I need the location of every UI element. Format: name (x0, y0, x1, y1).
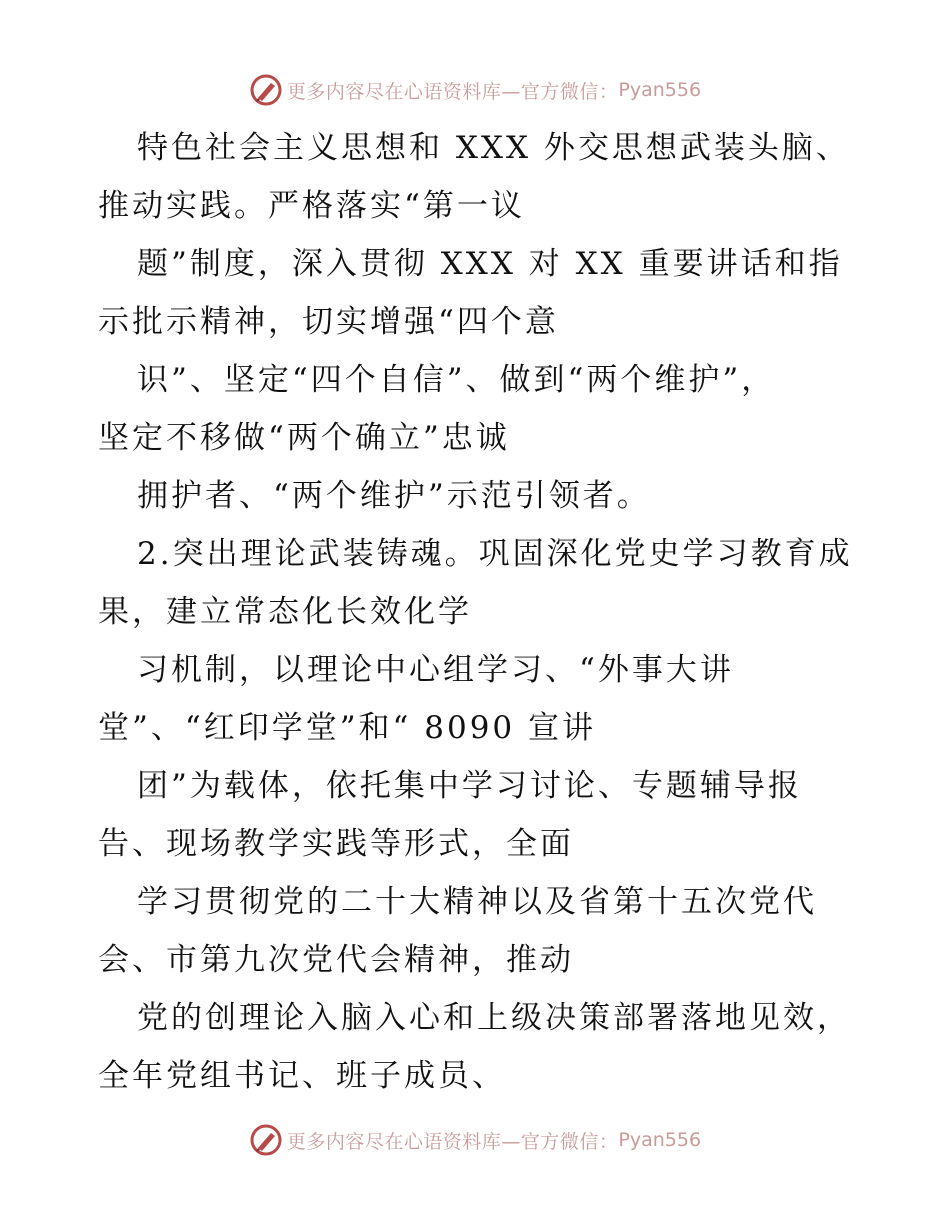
text-line: 告、现场教学实践等形式，全面 (98, 826, 574, 862)
text-line: 习机制，以理论中心组学习、“外事大讲 (137, 652, 734, 688)
text-line: 推动实践。严格落实“第一议 (98, 188, 525, 224)
text-line: 堂”、“红印学堂”和“ 8090 宣讲 (98, 710, 596, 746)
text-line: 党的创理论入脑入心和上级决策部署落地见效， (137, 1000, 851, 1036)
watermark-handle: Pyan556 (618, 79, 702, 101)
watermark-handle: Pyan556 (618, 1129, 702, 1151)
text-line: 学习贯彻党的二十大精神以及省第十五次党代 (137, 884, 817, 920)
text-line: 2.突出理论武装铸魂。巩固深化党史学习教育成 (137, 536, 853, 572)
text-line: 团”为载体，依托集中学习讨论、专题辅导报 (137, 768, 802, 804)
text-line: 题”制度，深入贯彻 XXX 对 XX 重要讲话和指 (137, 246, 843, 282)
text-line: 全年党组书记、班子成员、 (98, 1058, 506, 1094)
text-line: 拥护者、“两个维护”示范引领者。 (137, 478, 651, 514)
text-line: 果，建立常态化长效化学 (98, 594, 472, 630)
text-line: 特色社会主义思想和 XXX 外交思想武装头脑、 (137, 130, 850, 166)
text-line: 会、市第九次党代会精神，推动 (98, 942, 574, 978)
watermark-footer (0, 1120, 950, 1160)
pen-logo-icon (249, 1123, 283, 1157)
watermark-text: 更多内容尽在心语资料库—官方微信： (286, 80, 619, 103)
text-line: 示批示精神，切实增强“四个意 (98, 304, 559, 340)
text-line: 坚定不移做“两个确立”忠诚 (98, 420, 510, 456)
watermark-text: 更多内容尽在心语资料库—官方微信： (286, 1130, 619, 1153)
text-line: 识”、坚定“四个自信”、做到“两个维护”， (137, 362, 776, 398)
